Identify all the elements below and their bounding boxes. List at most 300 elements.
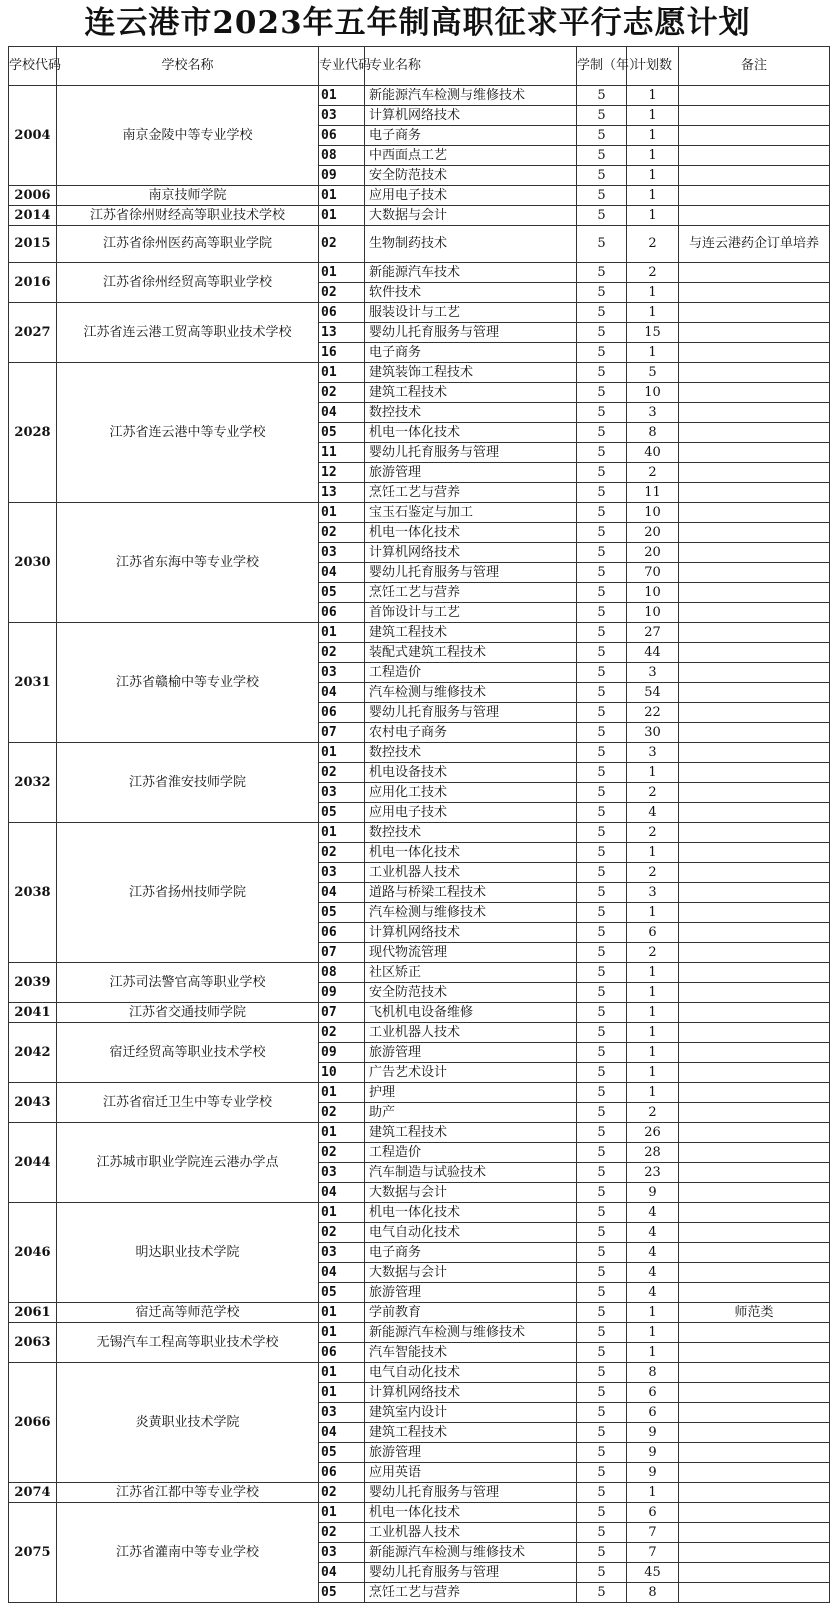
note-cell (679, 1183, 830, 1203)
note-cell (679, 903, 830, 923)
years-cell: 5 (577, 543, 627, 563)
header-major-code: 专业代码 (319, 47, 365, 86)
table-row (9, 1123, 830, 1143)
major-code-cell: 01 (319, 1383, 365, 1403)
major-name-cell: 助产 (365, 1103, 577, 1123)
note-cell (679, 166, 830, 186)
school-code-cell: 2027 (9, 303, 57, 363)
plan-count-cell: 20 (627, 543, 679, 563)
years-cell: 5 (577, 1263, 627, 1283)
school-code-cell: 2016 (9, 263, 57, 303)
major-code-cell: 02 (319, 643, 365, 663)
school-code-cell: 2039 (9, 963, 57, 1003)
major-code-cell: 07 (319, 1003, 365, 1023)
major-name-cell: 道路与桥梁工程技术 (365, 883, 577, 903)
major-name-cell: 数控技术 (365, 403, 577, 423)
school-name-cell: 江苏省东海中等专业学校 (57, 503, 319, 623)
note-cell (679, 503, 830, 523)
years-cell: 5 (577, 483, 627, 503)
years-cell: 5 (577, 1463, 627, 1483)
note-cell (679, 583, 830, 603)
school-code-cell: 2046 (9, 1203, 57, 1303)
major-code-cell: 05 (319, 1583, 365, 1603)
school-name-cell: 江苏城市职业学院连云港办学点 (57, 1123, 319, 1203)
school-name-cell: 南京金陵中等专业学校 (57, 86, 319, 186)
school-name-cell: 江苏省徐州医药高等职业学院 (57, 226, 319, 263)
plan-count-cell: 1 (627, 126, 679, 146)
major-name-cell: 应用电子技术 (365, 803, 577, 823)
major-code-cell: 01 (319, 1203, 365, 1223)
plan-count-cell: 40 (627, 443, 679, 463)
major-name-cell: 新能源汽车检测与维修技术 (365, 86, 577, 106)
major-name-cell: 新能源汽车检测与维修技术 (365, 1323, 577, 1343)
plan-count-cell: 1 (627, 86, 679, 106)
major-code-cell: 01 (319, 86, 365, 106)
years-cell: 5 (577, 1383, 627, 1403)
years-cell: 5 (577, 1343, 627, 1363)
years-cell: 5 (577, 983, 627, 1003)
major-name-cell: 机电一体化技术 (365, 423, 577, 443)
table-row (9, 963, 830, 983)
major-code-cell: 03 (319, 1163, 365, 1183)
school-code-cell: 2014 (9, 206, 57, 226)
note-cell (679, 1143, 830, 1163)
major-name-cell: 工程造价 (365, 1143, 577, 1163)
plan-count-cell: 10 (627, 603, 679, 623)
plan-count-cell: 1 (627, 343, 679, 363)
school-name-cell: 江苏省徐州经贸高等职业学校 (57, 263, 319, 303)
major-code-cell: 01 (319, 1323, 365, 1343)
note-cell (679, 783, 830, 803)
years-cell: 5 (577, 883, 627, 903)
plan-count-cell: 2 (627, 783, 679, 803)
note-cell (679, 1283, 830, 1303)
table-row (9, 1083, 830, 1103)
major-name-cell: 现代物流管理 (365, 943, 577, 963)
years-cell: 5 (577, 323, 627, 343)
major-name-cell: 建筑室内设计 (365, 1403, 577, 1423)
note-cell (679, 1083, 830, 1103)
header-school-name: 学校名称 (57, 47, 319, 86)
note-cell (679, 683, 830, 703)
school-code-cell: 2066 (9, 1363, 57, 1483)
major-name-cell: 汽车检测与维修技术 (365, 903, 577, 923)
plan-count-cell: 6 (627, 1503, 679, 1523)
plan-count-cell: 4 (627, 1223, 679, 1243)
school-name-cell: 无锡汽车工程高等职业技术学校 (57, 1323, 319, 1363)
major-code-cell: 07 (319, 723, 365, 743)
years-cell: 5 (577, 783, 627, 803)
school-code-cell: 2075 (9, 1503, 57, 1603)
table-row (9, 1323, 830, 1343)
major-name-cell: 大数据与会计 (365, 206, 577, 226)
major-code-cell: 04 (319, 563, 365, 583)
document-title: 连云港市2023年五年制高职征求平行志愿计划 (84, 5, 751, 41)
years-cell: 5 (577, 703, 627, 723)
plan-count-cell: 1 (627, 166, 679, 186)
years-cell: 5 (577, 563, 627, 583)
note-cell (679, 363, 830, 383)
years-cell: 5 (577, 603, 627, 623)
years-cell: 5 (577, 463, 627, 483)
major-name-cell: 婴幼儿托育服务与管理 (365, 1483, 577, 1503)
school-code-cell: 2031 (9, 623, 57, 743)
major-code-cell: 13 (319, 323, 365, 343)
years-cell: 5 (577, 523, 627, 543)
years-cell: 5 (577, 1403, 627, 1423)
school-code-cell: 2043 (9, 1083, 57, 1123)
major-name-cell: 安全防范技术 (365, 983, 577, 1003)
plan-count-cell: 1 (627, 1083, 679, 1103)
major-name-cell: 汽车制造与试验技术 (365, 1163, 577, 1183)
table-row (9, 206, 830, 226)
years-cell: 5 (577, 1143, 627, 1163)
years-cell: 5 (577, 683, 627, 703)
plan-count-cell: 1 (627, 146, 679, 166)
plan-count-cell: 1 (627, 106, 679, 126)
note-cell (679, 883, 830, 903)
school-name-cell: 宿迁高等师范学校 (57, 1303, 319, 1323)
school-code-cell: 2063 (9, 1323, 57, 1363)
plan-count-cell: 28 (627, 1143, 679, 1163)
plan-table (8, 46, 830, 1603)
major-code-cell: 03 (319, 783, 365, 803)
major-code-cell: 08 (319, 963, 365, 983)
note-cell (679, 1563, 830, 1583)
school-name-cell: 南京技师学院 (57, 186, 319, 206)
plan-count-cell: 2 (627, 1103, 679, 1123)
school-code-cell: 2015 (9, 226, 57, 263)
major-code-cell: 02 (319, 1523, 365, 1543)
years-cell: 5 (577, 903, 627, 923)
note-cell (679, 1483, 830, 1503)
years-cell: 5 (577, 583, 627, 603)
plan-count-cell: 8 (627, 1363, 679, 1383)
major-name-cell: 汽车智能技术 (365, 1343, 577, 1363)
major-name-cell: 宝玉石鉴定与加工 (365, 503, 577, 523)
plan-count-cell: 10 (627, 383, 679, 403)
years-cell: 5 (577, 126, 627, 146)
note-cell (679, 1443, 830, 1463)
major-code-cell: 04 (319, 883, 365, 903)
major-name-cell: 生物制药技术 (365, 226, 577, 263)
school-name-cell: 江苏省徐州财经高等职业技术学校 (57, 206, 319, 226)
school-code-cell: 2030 (9, 503, 57, 623)
school-code-cell: 2004 (9, 86, 57, 186)
note-cell (679, 983, 830, 1003)
note-cell (679, 603, 830, 623)
years-cell: 5 (577, 106, 627, 126)
major-code-cell: 09 (319, 1043, 365, 1063)
plan-count-cell: 10 (627, 503, 679, 523)
major-name-cell: 烹饪工艺与营养 (365, 483, 577, 503)
note-cell (679, 206, 830, 226)
table-row (9, 1003, 830, 1023)
plan-count-cell: 3 (627, 663, 679, 683)
years-cell: 5 (577, 923, 627, 943)
school-name-cell: 江苏省连云港中等专业学校 (57, 363, 319, 503)
major-code-cell: 16 (319, 343, 365, 363)
plan-count-cell: 30 (627, 723, 679, 743)
major-name-cell: 飞机机电设备维修 (365, 1003, 577, 1023)
plan-count-cell: 6 (627, 1383, 679, 1403)
plan-count-cell: 1 (627, 303, 679, 323)
plan-count-cell: 1 (627, 206, 679, 226)
major-code-cell: 01 (319, 1363, 365, 1383)
note-cell (679, 863, 830, 883)
plan-count-cell: 7 (627, 1523, 679, 1543)
major-code-cell: 01 (319, 743, 365, 763)
note-cell (679, 963, 830, 983)
plan-count-cell: 2 (627, 226, 679, 263)
years-cell: 5 (577, 823, 627, 843)
note-cell (679, 86, 830, 106)
years-cell: 5 (577, 1043, 627, 1063)
major-name-cell: 大数据与会计 (365, 1183, 577, 1203)
plan-count-cell: 1 (627, 903, 679, 923)
major-name-cell: 中西面点工艺 (365, 146, 577, 166)
years-cell: 5 (577, 86, 627, 106)
years-cell: 5 (577, 1203, 627, 1223)
years-cell: 5 (577, 1483, 627, 1503)
years-cell: 5 (577, 1243, 627, 1263)
major-code-cell: 04 (319, 683, 365, 703)
major-name-cell: 学前教育 (365, 1303, 577, 1323)
major-code-cell: 02 (319, 226, 365, 263)
major-code-cell: 12 (319, 463, 365, 483)
major-name-cell: 大数据与会计 (365, 1263, 577, 1283)
major-name-cell: 建筑工程技术 (365, 623, 577, 643)
school-name-cell: 炎黄职业技术学院 (57, 1363, 319, 1483)
major-name-cell: 数控技术 (365, 823, 577, 843)
plan-count-cell: 9 (627, 1443, 679, 1463)
major-name-cell: 婴幼儿托育服务与管理 (365, 323, 577, 343)
major-name-cell: 旅游管理 (365, 1443, 577, 1463)
plan-count-cell: 3 (627, 403, 679, 423)
major-name-cell: 广告艺术设计 (365, 1063, 577, 1083)
table-header (9, 47, 830, 86)
school-name-cell: 江苏省扬州技师学院 (57, 823, 319, 963)
note-cell: 师范类 (679, 1303, 830, 1323)
years-cell: 5 (577, 963, 627, 983)
school-name-cell: 江苏省交通技师学院 (57, 1003, 319, 1023)
table-row (9, 1363, 830, 1383)
note-cell (679, 1463, 830, 1483)
years-cell: 5 (577, 1083, 627, 1103)
note-cell (679, 106, 830, 126)
major-code-cell: 05 (319, 583, 365, 603)
major-code-cell: 09 (319, 983, 365, 1003)
major-code-cell: 01 (319, 623, 365, 643)
note-cell (679, 663, 830, 683)
header-school-code: 学校代码 (9, 47, 57, 86)
note-cell (679, 763, 830, 783)
note-cell (679, 843, 830, 863)
years-cell: 5 (577, 1583, 627, 1603)
note-cell (679, 483, 830, 503)
major-code-cell: 05 (319, 903, 365, 923)
years-cell: 5 (577, 1563, 627, 1583)
major-code-cell: 01 (319, 363, 365, 383)
major-code-cell: 05 (319, 1443, 365, 1463)
major-name-cell: 婴幼儿托育服务与管理 (365, 443, 577, 463)
plan-count-cell: 2 (627, 863, 679, 883)
major-code-cell: 03 (319, 1243, 365, 1263)
major-name-cell: 婴幼儿托育服务与管理 (365, 703, 577, 723)
table-row (9, 363, 830, 383)
school-name-cell: 江苏省连云港工贸高等职业技术学校 (57, 303, 319, 363)
plan-count-cell: 27 (627, 623, 679, 643)
note-cell (679, 463, 830, 483)
major-name-cell: 计算机网络技术 (365, 106, 577, 126)
major-name-cell: 计算机网络技术 (365, 1383, 577, 1403)
years-cell: 5 (577, 863, 627, 883)
note-cell (679, 1323, 830, 1343)
major-code-cell: 01 (319, 1303, 365, 1323)
note-cell (679, 803, 830, 823)
years-cell: 5 (577, 1003, 627, 1023)
plan-count-cell: 45 (627, 1563, 679, 1583)
plan-count-cell: 1 (627, 1063, 679, 1083)
note-cell (679, 146, 830, 166)
plan-count-cell: 2 (627, 823, 679, 843)
years-cell: 5 (577, 1503, 627, 1523)
years-cell: 5 (577, 363, 627, 383)
table-body (9, 86, 830, 1603)
major-code-cell: 01 (319, 1123, 365, 1143)
major-name-cell: 机电一体化技术 (365, 523, 577, 543)
years-cell: 5 (577, 206, 627, 226)
major-code-cell: 06 (319, 603, 365, 623)
major-code-cell: 03 (319, 1403, 365, 1423)
table-row (9, 623, 830, 643)
note-cell (679, 743, 830, 763)
years-cell: 5 (577, 263, 627, 283)
plan-count-cell: 15 (627, 323, 679, 343)
plan-count-cell: 1 (627, 1483, 679, 1503)
major-code-cell: 07 (319, 943, 365, 963)
note-cell (679, 1203, 830, 1223)
major-name-cell: 工业机器人技术 (365, 1023, 577, 1043)
plan-count-cell: 8 (627, 423, 679, 443)
years-cell: 5 (577, 283, 627, 303)
years-cell: 5 (577, 763, 627, 783)
note-cell (679, 1583, 830, 1603)
plan-count-cell: 1 (627, 186, 679, 206)
years-cell: 5 (577, 643, 627, 663)
major-code-cell: 01 (319, 1083, 365, 1103)
years-cell: 5 (577, 503, 627, 523)
major-name-cell: 电气自动化技术 (365, 1363, 577, 1383)
major-code-cell: 01 (319, 186, 365, 206)
major-code-cell: 09 (319, 166, 365, 186)
note-cell (679, 1503, 830, 1523)
table-row (9, 303, 830, 323)
school-name-cell: 江苏省淮安技师学院 (57, 743, 319, 823)
note-cell (679, 1023, 830, 1043)
major-code-cell: 03 (319, 863, 365, 883)
major-code-cell: 06 (319, 303, 365, 323)
major-name-cell: 数控技术 (365, 743, 577, 763)
major-code-cell: 04 (319, 1423, 365, 1443)
table-row (9, 263, 830, 283)
major-code-cell: 03 (319, 106, 365, 126)
plan-count-cell: 9 (627, 1423, 679, 1443)
years-cell: 5 (577, 1103, 627, 1123)
note-cell (679, 1063, 830, 1083)
plan-count-cell: 4 (627, 1243, 679, 1263)
plan-count-cell: 54 (627, 683, 679, 703)
note-cell (679, 1523, 830, 1543)
note-cell (679, 1343, 830, 1363)
major-code-cell: 02 (319, 283, 365, 303)
years-cell: 5 (577, 226, 627, 263)
school-code-cell: 2061 (9, 1303, 57, 1323)
plan-count-cell: 4 (627, 1283, 679, 1303)
major-code-cell: 01 (319, 206, 365, 226)
years-cell: 5 (577, 723, 627, 743)
plan-count-cell: 1 (627, 1003, 679, 1023)
note-cell (679, 1223, 830, 1243)
school-name-cell: 江苏省宿迁卫生中等专业学校 (57, 1083, 319, 1123)
plan-count-cell: 1 (627, 1323, 679, 1343)
table-row (9, 823, 830, 843)
years-cell: 5 (577, 1283, 627, 1303)
major-name-cell: 建筑工程技术 (365, 1123, 577, 1143)
major-code-cell: 05 (319, 423, 365, 443)
years-cell: 5 (577, 1123, 627, 1143)
major-name-cell: 电子商务 (365, 343, 577, 363)
school-code-cell: 2044 (9, 1123, 57, 1203)
school-name-cell: 明达职业技术学院 (57, 1203, 319, 1303)
major-code-cell: 06 (319, 923, 365, 943)
note-cell (679, 423, 830, 443)
note-cell (679, 1363, 830, 1383)
major-name-cell: 机电一体化技术 (365, 1503, 577, 1523)
note-cell (679, 823, 830, 843)
school-code-cell: 2038 (9, 823, 57, 963)
major-name-cell: 旅游管理 (365, 463, 577, 483)
plan-count-cell: 1 (627, 1043, 679, 1063)
years-cell: 5 (577, 1363, 627, 1383)
major-name-cell: 应用电子技术 (365, 186, 577, 206)
plan-count-cell: 6 (627, 1403, 679, 1423)
major-code-cell: 04 (319, 1183, 365, 1203)
table-row (9, 1303, 830, 1323)
major-name-cell: 安全防范技术 (365, 166, 577, 186)
note-cell (679, 1043, 830, 1063)
major-name-cell: 农村电子商务 (365, 723, 577, 743)
major-name-cell: 服装设计与工艺 (365, 303, 577, 323)
note-cell (679, 1243, 830, 1263)
table-row (9, 226, 830, 263)
school-code-cell: 2042 (9, 1023, 57, 1083)
table-row (9, 186, 830, 206)
note-cell (679, 1423, 830, 1443)
major-code-cell: 02 (319, 1483, 365, 1503)
years-cell: 5 (577, 1423, 627, 1443)
plan-count-cell: 6 (627, 923, 679, 943)
plan-count-cell: 44 (627, 643, 679, 663)
school-code-cell: 2028 (9, 363, 57, 503)
plan-count-cell: 2 (627, 263, 679, 283)
years-cell: 5 (577, 943, 627, 963)
header-plan-count: 计划数 (627, 47, 679, 86)
note-cell (679, 403, 830, 423)
major-name-cell: 电子商务 (365, 126, 577, 146)
note-cell (679, 383, 830, 403)
major-name-cell: 工业机器人技术 (365, 863, 577, 883)
